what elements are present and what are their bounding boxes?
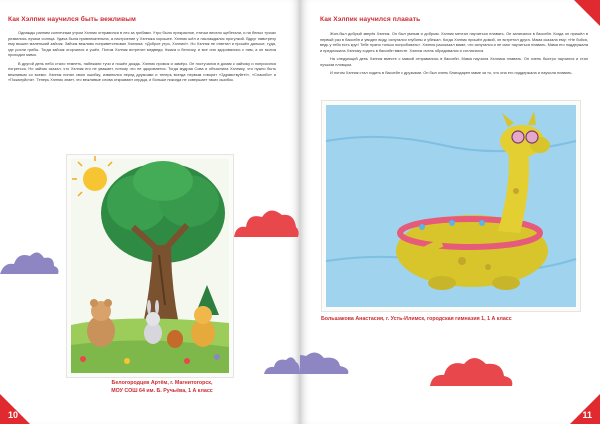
red-cloud-right-bottom (428, 352, 516, 388)
left-story-title: Как Хэлпик научился быть вежливым (8, 16, 136, 23)
left-paragraph-1: Однажды ранним солнечным утром Хэлпик отправился в лес за грибами. Утро было прекрасное, птички весело щебетали, и на белых тучках резвились лучики солнца. Удача была привлекательна, а настроение у Хэлпика хорошее. Хэлпик шёл и наслаждался прогулкой. Вдруг навстречу ему вышел маленький зайчик. Зайчик вежливо поприветствовал Хэлпика: «Доброе утро, Хэлпик!». Но Хэлпик не ответил и прошёл дальше, туда, где росли грибы. Тогда зайчик огорчился и ушёл. Потом Хэлпик встретил медведя, ёжика и белочку, и все они здоровались с ним, а он молча проходил мимо. (8, 30, 276, 58)
right-top-corner-triangle (574, 0, 600, 26)
right-page-number: 11 (582, 410, 592, 420)
right-story-title: Как Хэлпик научился плавать (320, 16, 421, 23)
right-paragraph-1: Жил-был добрый зверёк Хэлпик. Он был умным и добрым. Хэлпик мечтал научиться плавать. Он записался в бассейн. Когда он пришёл в первый раз в бассейн и увидел воду, испугался глубины и убежал. Когда Хэлпик пришёл домой, он встретил друга. Мама сказала ему: «Не бойся, ведь у тебя есть круг! Тебе нужно только попробовать». Хэлпик рассказал маме, что испугался и не смог научиться плавать. Мама его поддержала и предложила Хэлпику ходить в бассейн вместе. Хэлпик очень обрадовался и согласился. (320, 31, 588, 53)
purple-cloud-bottom (262, 354, 300, 376)
left-caption-line-1: Белогородцев Артём, г. Магнитогорск, (111, 380, 213, 386)
left-story-text (8, 30, 276, 83)
purple-cloud-right-bottom (300, 348, 352, 376)
left-page-number: 10 (8, 410, 19, 420)
left-drawing (66, 154, 234, 378)
right-paragraph-3: И потом Хэлпик стал ходить в бассейн с друзьями. Он был очень благодарен маме за то, что она его поддержала и научила плавать. (330, 70, 573, 76)
purple-cloud-left (0, 248, 60, 276)
right-story-text (320, 31, 588, 76)
right-drawing-caption: Большакова Анастасия, г. Усть-Илимск, городская гимназия 1, 1 А класс (321, 316, 512, 322)
right-paragraph-2: На следующий день Хэлпик вместе с мамой отправились в бассейн. Мама научила Хэлпика плавать. Он очень быстро научился и стал лучшим пловцом. (320, 56, 588, 67)
right-drawing (321, 100, 581, 312)
left-paragraph-2: В другой день небо стало темнеть, набежали тучи и пошёл дождь. Хэлпик промок и замёрз. Он постучался в домик к зайчику и попросился погреться. Но зайчик сказал, что Хэлпик его не уважает, потому что не здоровается. Тогда мудрая Сова и объяснила Хэлпику, что нужно быть вежливым со всеми. Хэлпик понял свою ошибку, извинился перед друзьями и теперь всегда первым говорит «Здравствуйте!», «Спасибо» и «Пожалуйста». Теперь Хэлпик знает, что вежливые слова открывают сердца, и больше никогда не совершает таких ошибок. (8, 60, 276, 83)
right-page (300, 0, 600, 424)
red-cloud-fold (232, 205, 300, 239)
left-drawing-caption (62, 380, 262, 395)
forest-drawing-image (67, 155, 233, 377)
swimming-drawing-image (322, 101, 580, 311)
left-caption-line-2: МОУ СОШ 64 им. Б. Ручьёва, 1 А класс (111, 387, 213, 394)
